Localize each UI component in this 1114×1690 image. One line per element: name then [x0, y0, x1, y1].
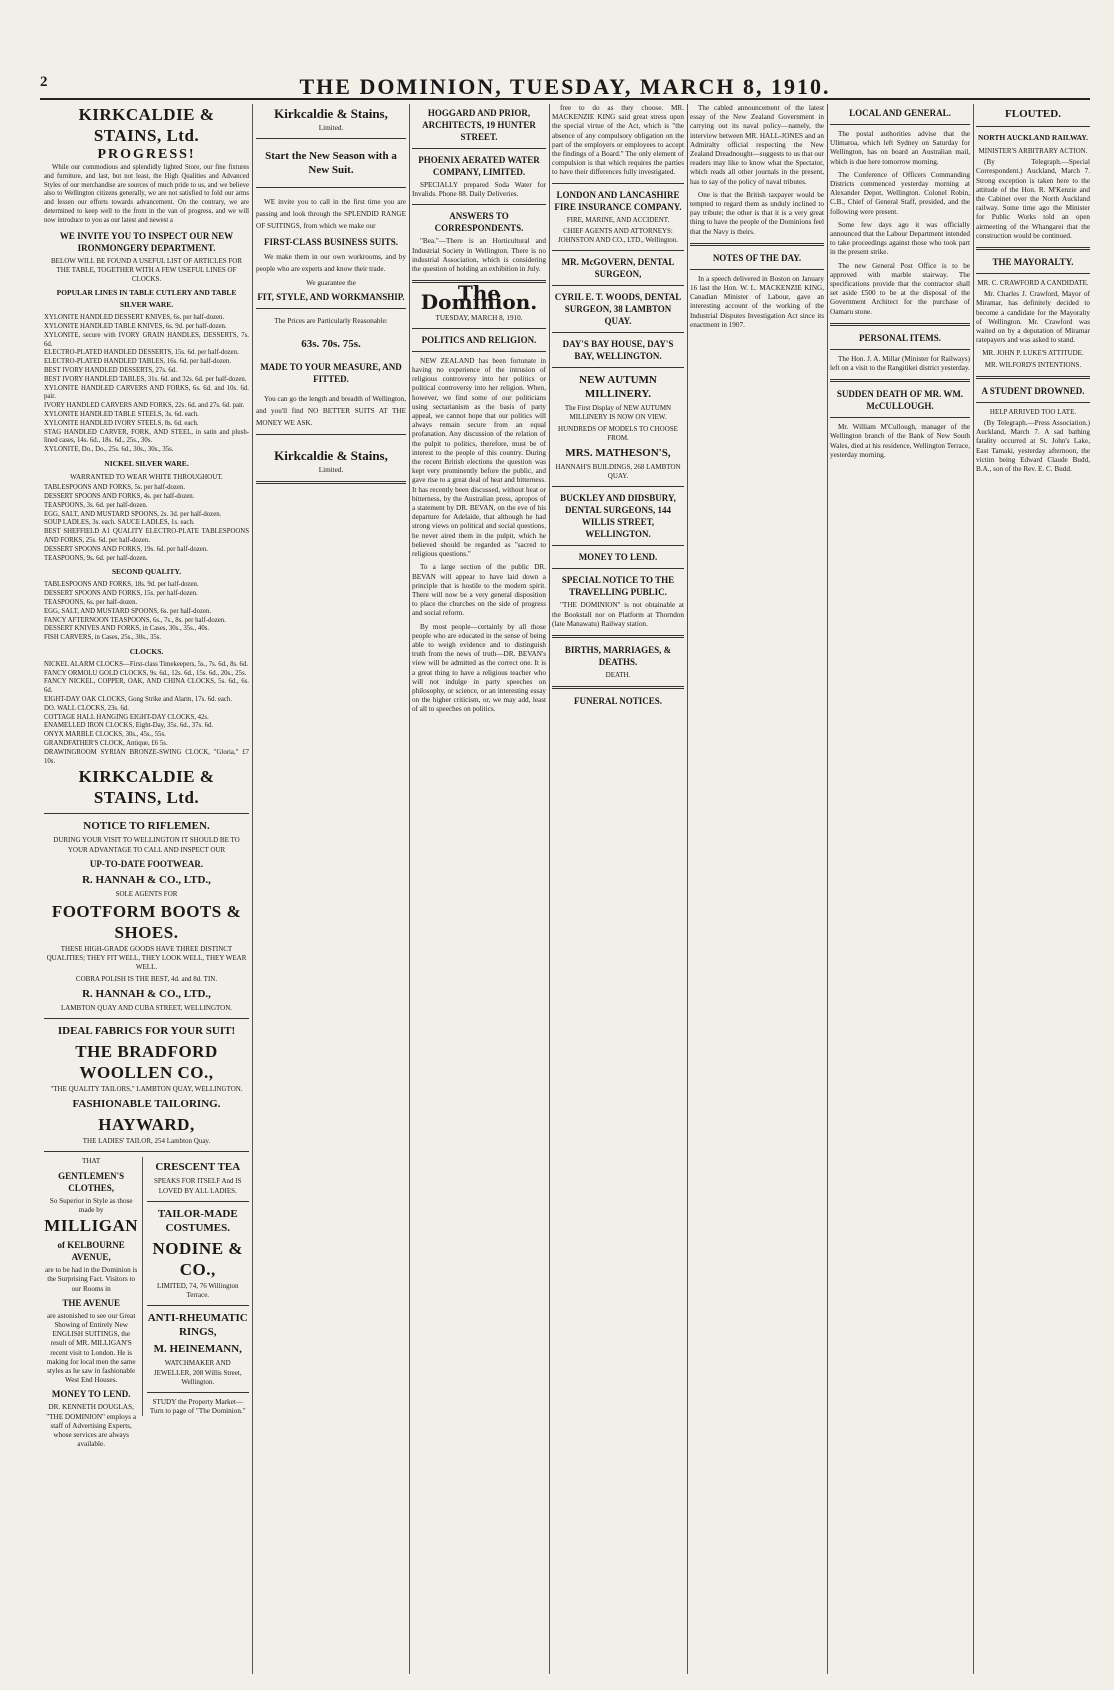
column-divider [687, 104, 688, 1674]
price-list [44, 661, 249, 767]
news-paragraph: Mr. William M'Cullough, manager of the Wellington branch of the Bank of New South Wales, died at his residence, Wellington Terrace, yesterday morning. [830, 423, 970, 459]
divider [552, 250, 684, 251]
divider [976, 402, 1090, 403]
price-item: EGG, SALT, AND MUSTARD SPOONS, 2s. 3d. per half-dozen. [44, 510, 222, 518]
column-divider [973, 104, 974, 1674]
divider [147, 1305, 250, 1306]
advert-text: While our commodious and splendidly lighted Store, our fine fixtures and furniture, and last, but not least, the High Qualities and Advanced Styles of our merchandise are sources of much pride to us, and we believe also to Wellington citizens generally, we are not satisfied to fold our arms and lessen our efforts towards advancement. On the contrary, we are determined to keep well to the front in the van of progress, and we will now introduce to you as our latest and newest a [44, 164, 249, 224]
advert-text: COBRA POLISH IS THE BEST, 4d. and 8d. TIN. [75, 974, 218, 983]
advert-address: LAMBTON QUAY AND CUBA STREET, WELLINGTON. [60, 1003, 233, 1012]
advert-text: The First Display of NEW AUTUMN MILLINERY IS NOW ON VIEW. [564, 404, 672, 422]
article-subheadline: HELP ARRIVED TOO LATE. [989, 407, 1077, 416]
price-item: DO. WALL CLOCKS, 23s. 6d. [44, 704, 129, 712]
advert-text: DR. KENNETH DOUGLAS, [48, 1403, 134, 1412]
advert-heading: MONEY TO LEND. [578, 552, 658, 563]
advert-heading: TAILOR-MADE COSTUMES. [157, 1207, 238, 1234]
price-item: IVORY HANDLED CARVERS AND FORKS, 22s. 6d. and 27s. 6d. pair. [44, 402, 245, 410]
divider [44, 1151, 249, 1152]
price-item: ELECTRO-PLATED HANDLED DESSERTS, 15s. 6d. per half-dozen. [44, 349, 239, 357]
divider [44, 813, 249, 814]
advert-heading: MONEY TO LEND. [51, 1389, 131, 1400]
price-item: DESSERT SPOONS AND FORKS, 4s. per half-dozen. [44, 492, 195, 500]
advert-subheading: WATCHMAKER AND JEWELLER, 208 Willis Street, Wellington. [153, 1359, 242, 1386]
editorial-paragraph: To a large section of the public DR. BEVAN will appear to have laid down a principle that is hostile to the modern spirit. There will now be a very general disposition to place the churches on the side of progress and social reform. [412, 563, 546, 618]
advert-firm-name: KIRKCALDIE & STAINS, Ltd. [78, 105, 215, 145]
price-item: ONYX MARBLE CLOCKS, 30s., 45s., 55s. [44, 731, 166, 739]
divider [830, 417, 970, 418]
divider [412, 328, 546, 329]
advert-heading: SECOND QUALITY. [111, 567, 182, 577]
section-heading: FUNERAL NOTICES. [573, 696, 663, 707]
advert-text: DURING YOUR VISIT TO WELLINGTON IT SHOULD BE TO YOUR ADVANTAGE TO CALL AND INSPECT OUR [53, 836, 240, 854]
advert-address: HANNAH'S BUILDINGS, 268 LAMBTON QUAY. [555, 463, 681, 481]
news-paragraph: The Conference of Officers Commanding Districts commenced yesterday morning at Alexander Depot, Wellington. Colonel Robin, C.B., Chief of General Staff, presided, and the following were present. [830, 170, 970, 216]
price-item: FANCY AFTERNOON TEASPOONS, 6s., 7s., 8s. per half-dozen. [44, 616, 226, 624]
price-item: XYLONITE, Do., Do., 25s. 6d., 30s., 30s., 35s. [44, 446, 174, 454]
section-heading: NOTES OF THE DAY. [712, 252, 802, 263]
milligan-advert [44, 1157, 138, 1449]
column-divider [549, 104, 550, 1674]
divider [552, 635, 684, 638]
article-headline: FLOUTED. [1005, 108, 1061, 120]
column-5 [690, 104, 824, 1674]
advert-firm-name: NODINE & CO., [152, 1238, 243, 1279]
divider [256, 481, 406, 484]
advert-subheading: WARRANTED TO WEAR WHITE THROUGHOUT. [70, 472, 223, 481]
divider [830, 124, 970, 125]
divider [552, 686, 684, 689]
divider [830, 349, 970, 350]
advert-heading: NICKEL SILVER WARE. [104, 458, 189, 468]
newspaper-title: THE DOMINION, TUESDAY, MARCH 8, 1910. [299, 74, 831, 99]
article-headline: THE MAYORALTY. [992, 257, 1074, 268]
advert-subheading: LIMITED, 74, 76 Willington Terrace. [157, 1281, 239, 1300]
advert-prices: 63s. 70s. 75s. [301, 337, 361, 350]
divider [147, 1392, 250, 1393]
advert-text: are astonished to see our Great Showing of Entirely New ENGLISH SUITINGS, the result of MR. MILLIGAN'S recent visit to London. He is making for local men the same styles as he saw in fashionable West End Houses. [46, 1311, 136, 1385]
price-item: XYLONITE HANDLED DESSERT KNIVES, 6s. per half-dozen. [44, 314, 225, 322]
advert-text: CHIEF AGENTS AND ATTORNEYS: JOHNSTON AND CO., LTD., Wellington. [557, 226, 679, 245]
advert-firm-name: Kirkcaldie & Stains, [274, 106, 388, 121]
price-item: COTTAGE HALL HANGING EIGHT-DAY CLOCKS, 42s. [44, 713, 209, 721]
advert-heading: BUCKLEY AND DIDSBURY, DENTAL SURGEONS, 144 WILLIS STREET, WELLINGTON. [560, 493, 676, 540]
price-list [44, 314, 249, 455]
advert-subheading: BELOW WILL BE FOUND A USEFUL LIST OF ARTICLES FOR THE TABLE, TOGETHER WITH A FEW USEFUL LINES OF CLOCKS. [51, 256, 242, 283]
advert-heading: CYRIL E. T. WOODS, DENTAL SURGEON, 38 LAMBTON QUAY. [554, 292, 682, 327]
divider [552, 285, 684, 286]
column-divider [252, 104, 253, 1674]
price-item: BEST IVORY HANDLED DESSERTS, 27s. 6d. [44, 366, 177, 374]
article-text: "Bea."—There is an Horticultural and Industrial Society in Wellington. There is no industrial Association, which is considering the question of holding an exhibition in July. [412, 237, 546, 274]
price-item: GRANDFATHER'S CLOCK, Antique, £6 5s. [44, 740, 168, 748]
section-subheading: DEATH. [605, 671, 631, 680]
divider [690, 243, 824, 246]
advert-heading: NEW AUTUMN MILLINERY. [579, 374, 657, 401]
advert-heading: Start the New Season with a New Suit. [265, 150, 397, 177]
advert-heading: HOGGARD AND PRIOR, ARCHITECTS, 19 HUNTER STREET. [422, 108, 536, 142]
news-paragraph: The new General Post Office is to be approved with marble stairway. The specifications provide that the contractor shall set aside £500 to be at the disposal of the Government Architect for the purchase of Oamaru stone. [830, 261, 970, 316]
advert-text: are to be had in the Dominion is the Surprising Fact. Visitors to our Rooms in [44, 1266, 138, 1293]
divider [552, 545, 684, 546]
advert-heading: GENTLEMEN'S CLOTHES, [58, 1170, 125, 1193]
notice-heading: SPECIAL NOTICE TO THE TRAVELLING PUBLIC. [561, 575, 675, 598]
advert-subheading: SOLE AGENTS FOR [115, 889, 178, 898]
price-item: TEASPOONS, 3s. 6d. per half-dozen. [44, 501, 148, 509]
divider [830, 323, 970, 326]
news-paragraph: Mr. Charles J. Crawford, Mayor of Miramar, has definitely decided to become a candidate for the Mayoralty of Wellington. Mr. Crawford was waited on by a deputation of Miramar ratepayers and was asked to stand. [976, 290, 1090, 345]
price-item: DESSERT SPOONS AND FORKS, 19s. 6d. per half-dozen. [44, 545, 208, 553]
masthead [40, 74, 1090, 100]
advert-firm-name: MILLIGAN [44, 1216, 139, 1236]
advert-text: So Superior in Style as those made by [49, 1196, 133, 1214]
divider [552, 367, 684, 368]
page-number: 2 [40, 74, 48, 90]
price-item: XYLONITE HANDLED TABLE KNIVES, 6s. 9d. per half-dozen. [44, 322, 227, 330]
price-item: ENAMELLED IRON CLOCKS, Eight-Day, 35s. 6d., 37s. 6d. [44, 722, 214, 730]
article-subheadline: NORTH AUCKLAND RAILWAY. [978, 133, 1088, 142]
article-subheadline: MR. JOHN P. LUKE'S ATTITUDE. [982, 349, 1084, 358]
price-item: XYLONITE HANDLED TABLE STEELS, 3s. 6d. each. [44, 410, 199, 418]
price-item: BEST SHEFFIELD A1 QUALITY ELECTRO-PLATE TABLESPOONS AND FORKS, 25s. 6d. per half-dozen. [44, 528, 249, 544]
advert-heading: DAY'S BAY HOUSE, DAY'S BAY, WELLINGTON. [562, 339, 674, 362]
divider [552, 486, 684, 487]
price-item: EGG, SALT, AND MUSTARD SPOONS, 6s. per half-dozen. [44, 607, 212, 615]
advert-subheading: Limited. [318, 465, 344, 474]
column-2 [256, 104, 406, 1674]
price-item: TABLESPOONS AND FORKS, 18s. 9d. per half-dozen. [44, 581, 199, 589]
advert-heading: FIT, STYLE, AND WORKMANSHIP. [257, 292, 405, 303]
column-6 [830, 104, 970, 1674]
divider [976, 273, 1090, 274]
article-subheadline: MINISTER'S ARBITRARY ACTION. [978, 147, 1088, 155]
divider [256, 187, 406, 188]
divider [412, 148, 546, 149]
price-item: BEST IVORY HANDLED TABLES, 31s. 6d. and 32s. 6d. per half-dozen. [44, 375, 247, 383]
advert-text: WE invite you to call in the first time you are passing and look through the SPLENDID RANGE OF SUITINGS, from which we make our [256, 198, 406, 231]
advert-heading: MADE TO YOUR MEASURE, AND FITTED. [260, 361, 402, 384]
advert-subheading: of KELBOURNE AVENUE, [57, 1240, 125, 1263]
divider [44, 1018, 249, 1019]
price-item: FANCY NICKEL, COPPER, OAK, AND CHINA CLOCKS, 5s. 6d., 6s. 6d. [44, 678, 249, 695]
news-paragraph: The Hon. J. A. Millar (Minister for Railways) left on a visit to the Rangitikei district yesterday. [830, 354, 970, 373]
advert-text: HUNDREDS OF MODELS TO CHOOSE FROM. [558, 424, 678, 442]
editorial-paragraph: By most people—certainly by all those people who are educated in the sense of being able to weigh evidence and to distinguish truth from the news of truth—DR. BEVAN's view will be admitted as the correct one. It is a great thing to have a religious teacher who will not indulge in party speeches on philosophy, or science, or an interesting essay on the higher criticism, or, we may add, least of all to speeches on politics. [412, 622, 546, 714]
divider [976, 376, 1090, 379]
price-item: TEASPOONS, 6s. per half-dozen. [44, 598, 138, 606]
divider [412, 351, 546, 352]
advert-firm-name: KIRKCALDIE & STAINS, Ltd. [78, 767, 215, 808]
article-headline: SUDDEN DEATH OF MR. WM. McCULLOUGH. [836, 389, 964, 412]
news-paragraph: (By Telegraph.—Press Association.) Auckland, March 7. A sad bathing fatality occurred at St. John's Lake, East Tamaki, yesterday afternoon, the victim being Edward Claude Budd, B.A., son of the Rev. E. C. Budd. [976, 419, 1090, 474]
advert-subheading: THE LADIES' TAILOR, 254 Lambton Quay. [82, 1137, 211, 1146]
article-subheadline: MR. C. CRAWFORD A CANDIDATE. [977, 279, 1089, 288]
advert-heading: ANTI-RHEUMATIC RINGS, [147, 1312, 248, 1339]
price-list [44, 581, 249, 643]
section-heading: ANSWERS TO CORRESPONDENTS. [434, 211, 524, 234]
advert-heading: LONDON AND LANCASHIRE FIRE INSURANCE COMPANY. [554, 189, 682, 212]
divider [256, 308, 406, 309]
price-item: ELECTRO-PLATED HANDLED TABLES, 16s. 6d. per half-dozen. [44, 358, 231, 366]
editorial-paragraph: NEW ZEALAND has been fortunate in having no experience of the intrusion of religious controversy into her politics or political controversy into her religion. When, however, we find some of our politicians using sectarianism as the basis of party appeal, we cannot hope that our politics will always remain secure from an equal profanation. Any discussion of the relation of the pulpit to politics, therefore, must be of interest to the people of this country. During the recent British elections the question was kept very prominently before the public, and gave rise to a great deal of heat and bitterness. It has recently been discussed, without heat or bitterness, by the Australian press, apropos of a statement by DR. BEVAN, on the eve of his departure for Adelaide, that although he had strong views on political and social questions, he never aired them in the pulpit, which he believed should be regarded as "sacred to religious questions." [412, 356, 546, 559]
advert-firm-name: MRS. MATHESON'S, [565, 447, 671, 460]
advert-firm-name: THE BRADFORD WOOLLEN CO., [75, 1042, 218, 1083]
advert-text: We make them in our own workrooms, and by people who are experts and know their trade. [256, 253, 406, 274]
notice-text: "THE DOMINION" is not obtainable at the Bookstall nor on Platform at Thorndon (late Manawatu) Railway station. [552, 601, 684, 628]
price-item: DRAWINGROOM SYRIAN BRONZE-SWING CLOCK, "Gloria," £7 10s. [44, 748, 249, 765]
price-item: NICKEL ALARM CLOCKS—First-class Timekeepers, 5s., 7s. 6d., 8s. 6d. [44, 660, 249, 668]
price-item: XYLONITE HANDLED CARVERS AND FORKS, 6s. 6d. and 10s. 6d. pair. [44, 384, 249, 401]
advert-subheading: "THE QUALITY TAILORS," LAMBTON QUAY, WELLINGTON. [50, 1085, 243, 1094]
divider [976, 126, 1090, 127]
advert-text: SPEAKS FOR ITSELF And IS LOVED BY ALL LADIES. [153, 1177, 242, 1195]
advert-firm-name: R. HANNAH & CO., LTD., [82, 873, 211, 886]
divider [976, 247, 1090, 250]
advert-subheading: Limited. [318, 124, 344, 132]
price-item: XYLONITE, secure with IVORY GRAIN HANDLES, DESSERTS, 7s. 6d. [44, 331, 249, 348]
advert-firm-name: Kirkcaldie & Stains, [274, 447, 388, 463]
advert-firm-name: R. HANNAH & CO., LTD., [82, 987, 211, 1000]
column-2-inset [142, 1157, 250, 1416]
price-item: STAG HANDLED CARVER, FORK, AND STEEL, in satin and plush-lined cases, 14s. 6d., 18s. 6d., 25s., 30s. [44, 428, 249, 445]
advert-text: We guarantee the [306, 279, 356, 288]
column-3 [412, 104, 546, 1674]
news-paragraph: The postal authorities advise that the Ulimaroa, which left Sydney on Saturday for Wellington, has on board an Australian mail, which is due here tomorrow morning. [830, 130, 970, 166]
advert-heading: IDEAL FABRICS FOR YOUR SUIT! [57, 1025, 236, 1038]
advert-heading: FOOTFORM BOOTS & SHOES. [51, 902, 242, 943]
advert-heading: CLOCKS. [129, 646, 164, 656]
section-heading: LOCAL AND GENERAL. [849, 108, 951, 118]
advert-heading: UP-TO-DATE FOOTWEAR. [89, 858, 204, 869]
advert-heading: FASHIONABLE TAILORING. [72, 1098, 221, 1111]
divider [552, 183, 684, 184]
advert-text: "THE DOMINION" employs a staff of Advertising Experts, whose services are always available. [46, 1412, 137, 1449]
section-heading: PERSONAL ITEMS. [858, 332, 942, 343]
advert-firm-name: M. HEINEMANN, [153, 1343, 242, 1356]
price-item: SOUP LADLES, 3s. each. SAUCE LADLES, 1s. each. [44, 519, 195, 527]
divider [552, 568, 684, 569]
column-7 [976, 104, 1090, 1674]
advert-heading: WE INVITE YOU TO INSPECT OUR NEW IRONMONGERY DEPARTMENT. [59, 230, 234, 253]
news-paragraph: Some few days ago it was officially announced that the Labour Department intended to take proceedings against those who took part in the present strike. [830, 220, 970, 257]
advert-heading: POPULAR LINES IN TABLE CUTLERY AND TABLE SILVER WARE. [56, 288, 237, 310]
advert-text: SPECIALLY prepared Soda Water for Invalids. Phone 88. Daily Deliveries. [412, 181, 546, 199]
column-1 [44, 104, 249, 1674]
editorial-paragraph: free to do as they choose. MR. MACKENZIE KING said great stress upon the special virtue of the Act, which is "the absence of any compulsory obligation on the part of the employers or employees to accept the findings of a Board." The only element of compulsion is that which requires the parties to have their differences fully investigated. [552, 104, 684, 177]
column-4 [552, 104, 684, 1674]
editorial-paragraph: One is that the British taxpayer would be tempted to regard them as unduly inclined to pay tribute; the other is that it is a very great thing to have the people of the Dominions feel that the Navy is theirs. [690, 190, 824, 236]
column-divider [409, 104, 410, 1674]
advert-subheading: FIRE, MARINE, AND ACCIDENT. [566, 215, 670, 224]
advert-text: THESE HIGH-GRADE GOODS HAVE THREE DISTINCT QUALITIES; THEY FIT WELL, THEY LOOK WELL, THEY WEAR WELL. [46, 945, 247, 972]
divider [256, 138, 406, 139]
price-item: TABLESPOONS AND FORKS, 5s. per half-dozen. [44, 484, 186, 492]
divider [552, 332, 684, 333]
divider [147, 1201, 250, 1202]
advert-text: THAT [81, 1157, 101, 1166]
price-item: FANCY ORMOLU GOLD CLOCKS, 9s. 6d., 12s. 6d., 15s. 6d., 20s., 25s. [44, 669, 247, 677]
price-item: DESSERT KNIVES AND FORKS, in Cases, 30s., 35s., 40s. [44, 625, 210, 633]
advert-heading: FIRST-CLASS BUSINESS SUITS. [264, 237, 398, 248]
editorial-headline: POLITICS AND RELIGION. [421, 334, 537, 345]
price-item: TEASPOONS, 9s. 6d. per half-dozen. [44, 554, 148, 562]
editorial-paragraph: The cabled announcement of the latest essay of the New Zealand Government in carrying out its naval policy—namely, the interview between MR. HALL-JONES and an Admiralty official respecting the New Zealand Dreadnought—suggests to us that our readers may like to know what the Spectator, which reads all other journals in the present, has to say of the policy of naval tributes. [690, 104, 824, 186]
advert-heading: NOTICE TO RIFLEMEN. [83, 820, 210, 833]
advert-text: STUDY the Property Market—Turn to page of "The Dominion." [149, 1397, 246, 1416]
advert-heading: PHOENIX AERATED WATER COMPANY, LIMITED. [418, 155, 540, 177]
divider [690, 269, 824, 270]
section-heading: BIRTHS, MARRIAGES, & DEATHS. [564, 645, 672, 668]
price-item: DESSERT SPOONS AND FORKS, 15s. per half-dozen. [44, 590, 198, 598]
news-paragraph: (By Telegraph.—Special Correspondent.) Auckland, March 7. Strong exception is taken here to the attitude of the Hon. R. M'Kenzie and the Cabinet over the North Auckland railway. Some time ago the Minister for Public Works told an open airmeeting of the Whangarei that the construction would be continued. [976, 158, 1090, 240]
advert-subheading: THE AVENUE [62, 1297, 120, 1308]
price-item: EIGHT-DAY OAK CLOCKS, Gong Strike and Alarm, 17s. 6d. each. [44, 696, 233, 704]
divider [830, 379, 970, 382]
column-divider [827, 104, 828, 1674]
newspaper-nameplate: The Dominion. [420, 281, 538, 315]
advert-heading: PROGRESS! [97, 147, 196, 162]
price-list [44, 484, 249, 563]
editorial-date: TUESDAY, MARCH 8, 1910. [435, 313, 523, 322]
price-item: XYLONITE HANDLED IVORY STEELS, 8s. 6d. each. [44, 419, 199, 427]
article-subheadline: MR. WILFORD'S INTENTIONS. [984, 360, 1082, 369]
advert-firm-name: HAYWARD, [98, 1115, 195, 1135]
divider [256, 434, 406, 435]
divider [412, 204, 546, 205]
advert-heading: MR. McGOVERN, DENTAL SURGEON, [561, 257, 675, 280]
article-headline: A STUDENT DROWNED. [981, 385, 1085, 396]
advert-heading: CRESCENT TEA [155, 1161, 241, 1174]
price-item: FISH CARVERS, in Cases, 25s., 30s., 35s. [44, 634, 162, 642]
advert-text: You can go the length and breadth of Wellington, and you'll find NO BETTER SUITS AT THE MONEY WE ASK. [256, 394, 406, 427]
advert-text: The Prices are Particularly Reasonable: [274, 317, 388, 326]
article-text: In a speech delivered in Boston on January 16 last the Hon. W. L. MACKENZIE KING, Canadian Minister of Labour, gave an interesting account of the working of the Industrial Disputes Investigation Act since its enactment in 1907. [690, 274, 824, 329]
